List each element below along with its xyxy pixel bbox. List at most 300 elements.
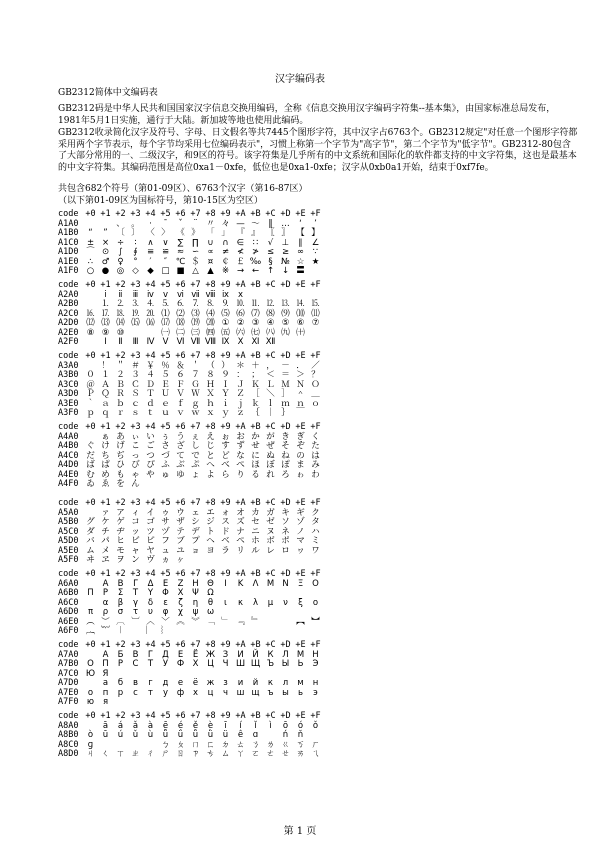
header-offset: +A [235, 422, 246, 432]
document-heading: GB2312简体中文编码表 [58, 88, 158, 98]
char-cell: Я [102, 668, 109, 679]
char-cell: ⅰ [104, 289, 107, 300]
header-offset: +2 [115, 280, 126, 290]
char-cell: Ⅰ [104, 337, 107, 347]
char-cell: δ [147, 597, 154, 608]
header-offset: +F [310, 280, 321, 290]
char-cell: せ [251, 441, 260, 451]
char-cell [293, 338, 308, 348]
row-code: A2C0 [58, 308, 79, 319]
char-cell: か [251, 431, 260, 442]
char-cell: ⑨ [101, 327, 110, 338]
header-offset: +8 [205, 422, 216, 432]
char-cell [248, 627, 263, 637]
char-cell: Ζ [177, 578, 184, 589]
char-cell: コ [131, 517, 140, 527]
char-cell: ⒚ [131, 308, 140, 319]
char-cell: ｊ [236, 398, 245, 409]
char-cell [308, 338, 323, 348]
char-cell: ⒌ [161, 299, 170, 309]
char-cell: ﹀ [161, 616, 170, 627]
char-cell: ︸ [101, 626, 110, 636]
char-cell: ト [206, 526, 215, 537]
char-cell [128, 627, 143, 637]
char-cell: パ [101, 536, 110, 546]
char-cell: ＠ [86, 379, 95, 390]
char-cell: Ⅵ [176, 337, 185, 347]
char-cell: ？ [311, 370, 320, 380]
char-cell [218, 556, 233, 566]
char-cell: ⒁ [116, 318, 125, 328]
header-offset: +E [295, 640, 306, 650]
char-cell: く [311, 431, 320, 442]
char-cell: 〓 [296, 266, 305, 276]
char-cell: ぼ [266, 460, 275, 470]
char-cell: テ [176, 526, 185, 537]
char-cell: ③ [251, 318, 260, 328]
char-cell: ⒆ [191, 318, 200, 328]
header-offset: +F [310, 569, 321, 579]
char-cell: ш [236, 687, 245, 698]
char-cell: ф [176, 687, 185, 698]
char-cell: け [101, 441, 110, 451]
char-cell: э [313, 687, 318, 698]
char-cell: ǜ [207, 730, 214, 740]
char-cell: κ [237, 597, 243, 608]
char-cell [278, 556, 293, 566]
char-cell: ‘ [299, 218, 302, 229]
char-cell: ∧ [147, 237, 154, 248]
char-cell: と [206, 450, 215, 461]
char-cell: Ⅳ [146, 337, 155, 347]
char-cell: ］ [281, 389, 290, 399]
char-cell: р [117, 687, 124, 698]
char-cell: ＜ [266, 370, 275, 380]
header-offset: +9 [220, 351, 231, 361]
char-cell: ヶ [176, 555, 185, 565]
char-cell: ペ [236, 536, 245, 546]
char-cell: θ [207, 597, 214, 608]
char-cell: Ο [312, 578, 319, 589]
char-cell: ． [296, 360, 305, 371]
char-cell: ｍ [281, 398, 290, 409]
char-cell: ツ [146, 526, 155, 537]
char-cell: в [132, 678, 138, 688]
char-cell: ь [297, 687, 303, 698]
header-offset: +E [295, 422, 306, 432]
char-cell: ヮ [296, 545, 305, 556]
header-offset: +2 [115, 640, 126, 650]
char-cell: Β [117, 578, 124, 589]
char-cell: ∠ [311, 237, 320, 248]
row-code: A1F0 [58, 266, 79, 276]
char-cell: ⅱ [118, 289, 123, 300]
char-cell: ぷ [191, 460, 200, 470]
char-cell: れ [266, 469, 275, 480]
char-cell: ж [206, 678, 215, 688]
char-cell: т [148, 687, 153, 698]
char-cell: Ν [282, 578, 289, 589]
char-cell: Η [192, 578, 199, 589]
row-code: A4B0 [58, 441, 79, 451]
char-cell: ︼ [311, 616, 320, 627]
char-cell: の [296, 450, 305, 461]
char-cell: Г [147, 649, 154, 660]
char-cell: ū [102, 730, 109, 740]
char-cell: 〕 [131, 228, 140, 238]
char-cell: ユ [176, 545, 185, 556]
header-offset: +4 [145, 640, 156, 650]
char-cell: ≠ [221, 247, 230, 257]
char-cell: ě [192, 720, 199, 731]
char-cell: ㄚ [236, 749, 245, 759]
char-cell: ü [222, 730, 229, 740]
char-cell: じ [206, 441, 215, 451]
row-code: A8B0 [58, 730, 79, 740]
char-cell: ㈡ [176, 327, 185, 338]
char-cell: ° [133, 256, 138, 267]
char-cell: ぞ [296, 441, 305, 451]
char-cell: わ [311, 469, 320, 480]
char-cell: Υ [147, 588, 154, 598]
header-offset: +7 [190, 711, 201, 721]
char-cell: ㈤ [221, 327, 230, 338]
header-code-label: code [58, 498, 79, 508]
header-offset: +6 [175, 209, 186, 219]
table-row [58, 660, 323, 670]
header-offset: +0 [85, 209, 96, 219]
char-cell: ⅸ [222, 289, 229, 300]
char-cell [188, 627, 203, 637]
header-offset: +5 [160, 711, 171, 721]
char-cell: ㄅ [161, 739, 170, 750]
char-cell: Ε [162, 578, 169, 589]
row-code: A7B0 [58, 659, 79, 669]
row-code: A3C0 [58, 379, 79, 390]
char-cell: Э [312, 659, 319, 669]
char-cell: 〔 [116, 228, 125, 238]
char-cell: ň [297, 730, 304, 740]
char-cell: Ｒ [116, 389, 125, 399]
char-cell: Σ [117, 588, 124, 598]
char-cell: Ρ [102, 588, 109, 598]
char-cell: ｛ [251, 408, 260, 418]
char-cell: タ [311, 517, 320, 527]
char-cell: Ｕ [161, 389, 170, 399]
char-cell: ㄐ [86, 749, 95, 759]
char-cell: ⒅ [176, 318, 185, 328]
char-cell [248, 556, 263, 566]
char-cell: Ⅲ [132, 337, 139, 347]
row-code: A5D0 [58, 536, 79, 546]
row-code: A4C0 [58, 450, 79, 461]
char-cell: Θ [207, 578, 214, 589]
char-cell: ７ [191, 370, 200, 380]
char-cell: ： [236, 370, 245, 380]
header-offset: +3 [130, 422, 141, 432]
char-cell [263, 627, 278, 637]
char-cell: ＝ [281, 370, 290, 380]
char-cell: ｅ [161, 398, 170, 409]
header-offset: +4 [145, 422, 156, 432]
char-cell: ∈ [236, 237, 245, 248]
char-cell: う [176, 431, 185, 442]
char-cell: ⅵ [177, 289, 184, 300]
char-cell: 〃 [206, 218, 215, 229]
header-offset: +D [280, 498, 291, 508]
char-cell [263, 618, 278, 628]
char-cell: ズ [236, 517, 245, 527]
char-cell: を [116, 479, 125, 489]
char-cell: ± [86, 237, 95, 248]
char-cell: · [149, 218, 152, 229]
header-offset: +9 [220, 422, 231, 432]
header-offset: +7 [190, 209, 201, 219]
char-cell: ㄗ [191, 749, 200, 759]
char-cell: ē [162, 720, 169, 731]
char-cell: А [102, 649, 109, 660]
char-cell: ウ [176, 507, 185, 518]
char-cell: ∴ [87, 256, 94, 267]
char-cell: △ [192, 266, 199, 276]
char-cell: ｈ [206, 398, 215, 409]
char-cell: ≥ [281, 247, 290, 257]
char-cell: ю [86, 697, 95, 707]
char-cell: ㄞ [296, 749, 305, 759]
char-cell: ㄙ [221, 749, 230, 759]
header-offset: +F [310, 209, 321, 219]
char-cell: 〖 [266, 228, 275, 238]
char-cell: ぉ [221, 431, 230, 442]
char-cell: Ю [85, 668, 96, 679]
char-cell: ｑ [101, 408, 110, 418]
char-cell: ︱ [116, 626, 125, 636]
char-cell: Ｉ [221, 379, 230, 390]
char-cell: Б [117, 649, 124, 660]
char-cell: ノ [296, 526, 305, 537]
char-cell: ① [221, 318, 230, 328]
char-cell: ⑺ [251, 308, 260, 319]
header-offset: +1 [100, 569, 111, 579]
header-offset: +9 [220, 209, 231, 219]
char-cell: ④ [266, 318, 275, 328]
char-cell: ｗ [191, 408, 200, 418]
char-cell: ＄ [191, 256, 200, 267]
char-cell: Ｋ [251, 379, 260, 390]
char-cell: た [311, 441, 320, 451]
header-offset: +1 [100, 498, 111, 508]
char-cell: ふ [161, 460, 170, 470]
char-cell: á [117, 720, 124, 731]
char-cell: í [239, 720, 242, 731]
char-cell: Ｎ [296, 379, 305, 390]
char-cell: ㄍ [281, 739, 290, 750]
char-cell [293, 627, 308, 637]
header-offset: +0 [85, 351, 96, 361]
row-code: A7D0 [58, 678, 79, 688]
char-cell: ＊ [236, 360, 245, 371]
char-cell: к [267, 678, 274, 688]
char-cell [158, 480, 173, 490]
char-cell: む [86, 469, 95, 480]
char-cell: ㄇ [191, 739, 200, 750]
header-code-label: code [58, 209, 79, 219]
char-cell: ロ [281, 545, 290, 556]
code-table [58, 712, 323, 760]
code-table [58, 570, 323, 637]
char-cell: ≌ [161, 247, 170, 257]
char-cell: ず [236, 441, 245, 451]
char-cell: ぅ [161, 431, 170, 442]
char-cell: も [116, 469, 125, 480]
char-cell [248, 698, 263, 708]
header-offset: +E [295, 351, 306, 361]
header-offset: +5 [160, 422, 171, 432]
table-row [58, 556, 323, 566]
char-cell: ゃ [131, 469, 140, 480]
char-cell [308, 556, 323, 566]
char-cell: Ｑ [101, 389, 110, 399]
header-offset: +5 [160, 280, 171, 290]
header-offset: +1 [100, 280, 111, 290]
char-cell: ジ [206, 517, 215, 527]
char-cell: п [102, 687, 109, 698]
char-cell: ～ [251, 218, 260, 229]
code-table [58, 423, 323, 490]
char-cell: ︵ [86, 616, 95, 627]
char-cell: ぁ [101, 431, 110, 442]
char-cell [203, 627, 218, 637]
char-cell: ㄓ [131, 749, 140, 759]
char-cell: Ｏ [311, 379, 320, 390]
char-cell: е [177, 678, 184, 688]
char-cell: Ｔ [146, 389, 155, 399]
table-row [58, 599, 323, 609]
char-cell: О [87, 659, 94, 669]
char-cell: ㄋ [251, 739, 260, 750]
char-cell: ⑽ [296, 308, 305, 319]
char-cell: ⒖ [311, 299, 320, 309]
char-cell: ゼ [266, 517, 275, 527]
char-cell: で [191, 450, 200, 461]
char-cell: ☆ [296, 256, 305, 267]
char-cell: ょ [191, 469, 200, 480]
header-offset: +6 [175, 498, 186, 508]
row-code: A8C0 [58, 739, 79, 750]
header-offset: +C [265, 280, 276, 290]
char-cell: Ⅺ [251, 337, 260, 347]
char-cell: ⒍ [176, 299, 185, 309]
char-cell: さ [161, 441, 170, 451]
page-number: 第 1 页 [283, 826, 317, 837]
code-table [58, 499, 323, 566]
char-cell: ⒑ [236, 299, 245, 309]
char-cell: ↓ [281, 266, 290, 276]
char-cell: よ [206, 469, 215, 480]
char-cell: ⑼ [281, 308, 290, 319]
char-cell: ∷ [252, 237, 259, 248]
char-cell: バ [86, 536, 95, 546]
char-cell: ㄕ [161, 749, 170, 759]
row-code: A3E0 [58, 398, 79, 409]
char-cell: σ [117, 607, 124, 617]
char-cell: ♀ [117, 256, 124, 267]
char-cell: ＼ [266, 389, 275, 399]
row-code: A8A0 [58, 720, 79, 731]
header-code-label: code [58, 569, 79, 579]
char-cell [128, 698, 143, 708]
char-cell: ゅ [161, 469, 170, 480]
char-cell: ⒄ [161, 318, 170, 328]
char-cell: ι [224, 597, 227, 608]
char-cell: γ [132, 597, 139, 608]
char-cell: ぢ [116, 450, 125, 461]
char-cell: ﹄ [251, 616, 260, 627]
row-code: A2D0 [58, 318, 79, 328]
char-cell: Д [162, 649, 169, 660]
code-table [58, 641, 323, 708]
char-cell: ā [102, 720, 109, 731]
char-cell: ほ [251, 460, 260, 470]
char-cell: ス [221, 517, 230, 527]
char-cell: ⑿ [86, 318, 95, 328]
header-offset: +B [250, 422, 261, 432]
char-cell: □ [161, 266, 170, 276]
header-offset: +6 [175, 351, 186, 361]
char-cell: ч [222, 687, 229, 698]
char-cell: ⒉ [116, 299, 125, 309]
header-offset: +7 [190, 498, 201, 508]
char-cell [143, 698, 158, 708]
char-cell: ≈ [176, 247, 185, 257]
char-cell: о [87, 687, 94, 698]
row-code: A7C0 [58, 668, 79, 679]
char-cell: г [148, 678, 153, 688]
header-offset: +9 [220, 280, 231, 290]
char-cell: 々 [221, 218, 230, 229]
char-cell: づ [161, 450, 170, 461]
char-cell: ⒒ [251, 299, 260, 309]
header-offset: +3 [130, 640, 141, 650]
char-cell: そ [281, 441, 290, 451]
char-cell: Κ [237, 578, 244, 589]
char-cell [188, 480, 203, 490]
header-offset: +D [280, 351, 291, 361]
char-cell: ピ [146, 536, 155, 546]
char-cell: あ [116, 431, 125, 442]
char-cell: ︽ [176, 616, 185, 627]
char-cell: み [311, 460, 320, 470]
char-cell: б [117, 678, 124, 688]
char-cell: ˉ [163, 218, 168, 229]
row-code: A7E0 [58, 687, 79, 698]
header-offset: +8 [205, 280, 216, 290]
char-cell: ∑ [177, 237, 184, 248]
char-cell: ∶ [134, 237, 137, 248]
char-cell: и [237, 678, 244, 688]
header-offset: +3 [130, 569, 141, 579]
char-cell: ゆ [176, 469, 185, 480]
header-offset: +8 [205, 640, 216, 650]
char-cell: 《 [176, 228, 185, 238]
header-offset: +D [280, 711, 291, 721]
char-cell: ⒘ [101, 308, 110, 319]
char-cell: Ｍ [281, 379, 290, 390]
char-cell: ヤ [146, 545, 155, 556]
char-cell: ㄉ [221, 739, 230, 750]
char-cell: ｒ [116, 408, 125, 418]
header-offset: +A [235, 640, 246, 650]
